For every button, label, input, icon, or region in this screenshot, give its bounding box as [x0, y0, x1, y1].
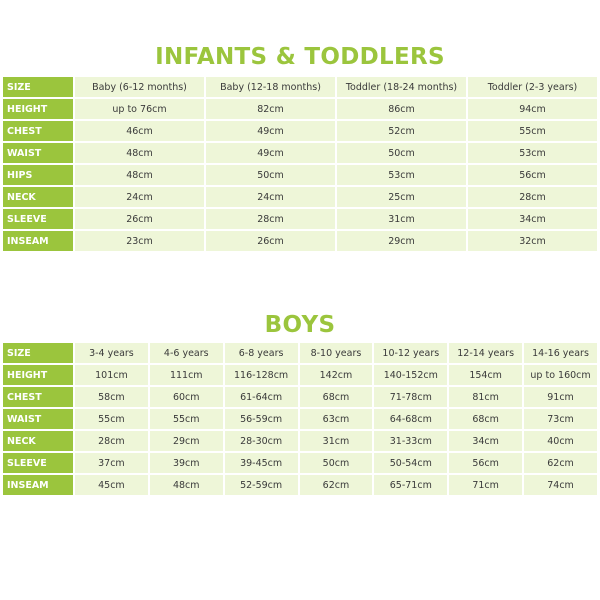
row-label-size: SIZE	[3, 77, 73, 97]
table-row	[3, 431, 597, 451]
table-cell: 61-64cm	[225, 387, 298, 407]
table-cell: 68cm	[449, 409, 522, 429]
table-cell: Toddler (2-3 years)	[468, 77, 597, 97]
table-cell: 50cm	[337, 143, 466, 163]
table-cell: 14-16 years	[524, 343, 597, 363]
size-header-row	[3, 77, 597, 97]
table-cell: 48cm	[75, 143, 204, 163]
table-cell: 39cm	[150, 453, 223, 473]
table-cell: 45cm	[75, 475, 148, 495]
table-cell: 101cm	[75, 365, 148, 385]
table-row	[3, 453, 597, 473]
table-cell: 58cm	[75, 387, 148, 407]
table-row	[3, 121, 597, 141]
table-cell: 53cm	[468, 143, 597, 163]
table-cell: 82cm	[206, 99, 335, 119]
row-label-chest: CHEST	[3, 121, 73, 141]
infants-toddlers-size-table	[1, 75, 599, 253]
row-label-inseam: INSEAM	[3, 231, 73, 251]
table-cell: 71-78cm	[374, 387, 447, 407]
table-cell: Baby (12-18 months)	[206, 77, 335, 97]
row-label-waist: WAIST	[3, 409, 73, 429]
infants-toddlers-title: INFANTS & TODDLERS	[155, 44, 445, 70]
table-cell: 31cm	[300, 431, 373, 451]
table-cell: 8-10 years	[300, 343, 373, 363]
table-cell: up to 160cm	[524, 365, 597, 385]
table-cell: 6-8 years	[225, 343, 298, 363]
table-cell: 12-14 years	[449, 343, 522, 363]
table-row	[3, 475, 597, 495]
table-cell: 49cm	[206, 121, 335, 141]
table-cell: 32cm	[468, 231, 597, 251]
table-cell: 23cm	[75, 231, 204, 251]
table-cell: 3-4 years	[75, 343, 148, 363]
table-cell: 53cm	[337, 165, 466, 185]
table-row	[3, 143, 597, 163]
table-row	[3, 409, 597, 429]
row-label-height: HEIGHT	[3, 99, 73, 119]
table-cell: 73cm	[524, 409, 597, 429]
row-label-neck: NECK	[3, 187, 73, 207]
boys-title: BOYS	[264, 312, 336, 338]
table-cell: 68cm	[300, 387, 373, 407]
table-cell: 71cm	[449, 475, 522, 495]
table-cell: 154cm	[449, 365, 522, 385]
table-cell: 24cm	[75, 187, 204, 207]
table-row	[3, 387, 597, 407]
table-cell: 56-59cm	[225, 409, 298, 429]
table-cell: 81cm	[449, 387, 522, 407]
table-cell: 91cm	[524, 387, 597, 407]
table-cell: 60cm	[150, 387, 223, 407]
table-cell: 49cm	[206, 143, 335, 163]
table-cell: 25cm	[337, 187, 466, 207]
table-cell: 10-12 years	[374, 343, 447, 363]
table-cell: 55cm	[468, 121, 597, 141]
table-cell: 28cm	[468, 187, 597, 207]
table-cell: 140-152cm	[374, 365, 447, 385]
table-cell: 56cm	[449, 453, 522, 473]
table-cell: up to 76cm	[75, 99, 204, 119]
table-cell: 94cm	[468, 99, 597, 119]
table-cell: 62cm	[524, 453, 597, 473]
table-row	[3, 231, 597, 251]
table-cell: 48cm	[75, 165, 204, 185]
table-row	[3, 209, 597, 229]
table-cell: 37cm	[75, 453, 148, 473]
row-label-sleeve: SLEEVE	[3, 209, 73, 229]
table-cell: 39-45cm	[225, 453, 298, 473]
size-header-row	[3, 343, 597, 363]
row-label-height: HEIGHT	[3, 365, 73, 385]
table-cell: 63cm	[300, 409, 373, 429]
row-label-inseam: INSEAM	[3, 475, 73, 495]
table-cell: 4-6 years	[150, 343, 223, 363]
table-cell: 29cm	[337, 231, 466, 251]
table-row	[3, 365, 597, 385]
table-cell: 46cm	[75, 121, 204, 141]
table-cell: 64-68cm	[374, 409, 447, 429]
row-label-hips: HIPS	[3, 165, 73, 185]
table-cell: 50-54cm	[374, 453, 447, 473]
table-row	[3, 165, 597, 185]
row-label-waist: WAIST	[3, 143, 73, 163]
table-cell: 26cm	[75, 209, 204, 229]
table-cell: Toddler (18-24 months)	[337, 77, 466, 97]
row-label-sleeve: SLEEVE	[3, 453, 73, 473]
table-cell: 24cm	[206, 187, 335, 207]
table-cell: 28-30cm	[225, 431, 298, 451]
row-label-neck: NECK	[3, 431, 73, 451]
table-cell: Baby (6-12 months)	[75, 77, 204, 97]
boys-size-table	[1, 341, 599, 497]
table-cell: 55cm	[75, 409, 148, 429]
table-cell: 31-33cm	[374, 431, 447, 451]
table-row	[3, 187, 597, 207]
table-cell: 28cm	[206, 209, 335, 229]
table-cell: 86cm	[337, 99, 466, 119]
table-cell: 48cm	[150, 475, 223, 495]
table-cell: 56cm	[468, 165, 597, 185]
table-cell: 50cm	[206, 165, 335, 185]
table-cell: 40cm	[524, 431, 597, 451]
table-cell: 142cm	[300, 365, 373, 385]
table-cell: 50cm	[300, 453, 373, 473]
table-cell: 31cm	[337, 209, 466, 229]
table-cell: 111cm	[150, 365, 223, 385]
table-cell: 52-59cm	[225, 475, 298, 495]
table-cell: 116-128cm	[225, 365, 298, 385]
table-cell: 34cm	[449, 431, 522, 451]
row-label-size: SIZE	[3, 343, 73, 363]
table-cell: 26cm	[206, 231, 335, 251]
table-cell: 74cm	[524, 475, 597, 495]
table-row	[3, 99, 597, 119]
table-cell: 55cm	[150, 409, 223, 429]
table-cell: 62cm	[300, 475, 373, 495]
table-cell: 65-71cm	[374, 475, 447, 495]
table-cell: 34cm	[468, 209, 597, 229]
table-cell: 28cm	[75, 431, 148, 451]
table-cell: 52cm	[337, 121, 466, 141]
row-label-chest: CHEST	[3, 387, 73, 407]
table-cell: 29cm	[150, 431, 223, 451]
